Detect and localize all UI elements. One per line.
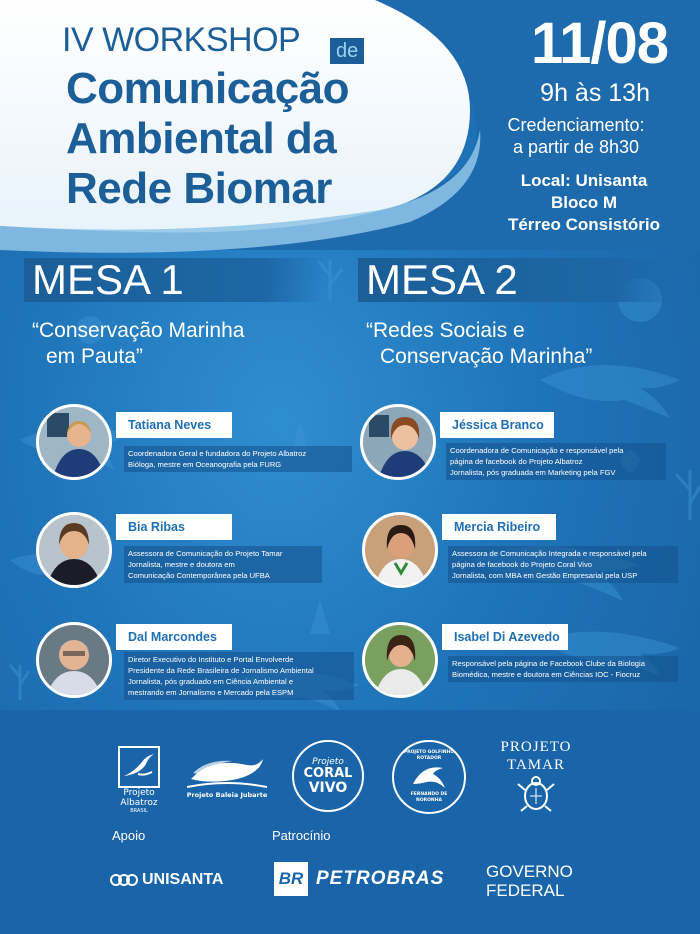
humpback-whale-icon: [187, 753, 267, 791]
mesa-1-label: MESA 1: [32, 256, 184, 303]
baleia-jubarte-logo: [184, 748, 270, 804]
location-line-2: Bloco M: [550, 193, 618, 212]
speaker-name: Bia Ribas: [116, 514, 232, 540]
credenciamento-info: [486, 114, 666, 158]
golfinho-top-text: PROJETO GOLFINHO ROTADOR: [403, 750, 455, 761]
speaker-photo: [36, 512, 112, 588]
governo-line-2: FEDERAL: [486, 881, 565, 900]
person-avatar-icon: [365, 625, 435, 695]
speaker-bio-line: Presidente da Rede Brasileira de Jornalismo Ambiental: [128, 666, 314, 675]
mesa-1-banner: [24, 258, 324, 302]
speaker-bio-line: página de facebook do Projeto Albatroz: [450, 457, 583, 466]
coral-vivo-logo: [292, 740, 364, 812]
title-line-1: IV WORKSHOP: [62, 21, 301, 59]
speaker-photo: [36, 404, 112, 480]
speaker-photo: [362, 622, 438, 698]
speaker-bio-line: Comunicação Contemporânea pela UFBA: [128, 571, 270, 580]
speaker-bio-line: Assessora de Comunicação do Projeto Tamar: [128, 549, 283, 558]
baleia-jubarte-name: Projeto Baleia Jubarte: [186, 791, 268, 799]
mesa-2-label: MESA 2: [366, 256, 518, 303]
petrobras-logo: [274, 862, 444, 896]
speaker-bio-line: Responsável pela página de Facebook Clube da Biologia: [452, 659, 645, 668]
speaker-name: Dal Marcondes: [116, 624, 232, 650]
speaker-bio-line: Coordenadora de Comunicação e responsável pela: [450, 446, 624, 455]
speaker-bio-line: Jornalista, mestre e doutora em: [128, 560, 235, 569]
title-line-3: Ambiental da: [66, 114, 337, 163]
location-info: [494, 170, 674, 236]
mesa-2-topic-line-1: “Redes Sociais e: [366, 319, 525, 342]
unisanta-emblem-icon: [110, 870, 138, 890]
mesa-1-topic-line-2: em Pauta”: [46, 345, 143, 368]
speaker-bio-line: Jornalista, pós graduada em Marketing pela FGV: [450, 468, 616, 477]
title-de: de: [330, 38, 364, 64]
mesa-2-banner: [358, 258, 678, 302]
speaker-bio: [124, 546, 322, 583]
governo-line-1: GOVERNO: [486, 862, 573, 881]
speaker-bio-line: página de facebook do Projeto Coral Vivo: [452, 560, 593, 569]
speaker-bio: [446, 443, 666, 480]
event-title: [66, 64, 349, 214]
speaker-bio: [448, 656, 678, 682]
albatroz-country: BRASIL: [130, 807, 148, 814]
mesa-2-topic-line-2: Conservação Marinha”: [380, 345, 593, 368]
location-line-3: Térreo Consistório: [507, 215, 661, 234]
apoio-label: Apoio: [112, 828, 146, 843]
patrocinio-label: Patrocínio: [272, 828, 331, 843]
unisanta-name: UNISANTA: [142, 871, 224, 888]
event-date: 11/08: [531, 11, 668, 76]
speaker-bio: [124, 652, 354, 700]
speaker-photo: [362, 512, 438, 588]
coral-vivo-line-3: VIVO: [308, 779, 348, 796]
speaker-bio: [448, 546, 678, 583]
speaker-name: Jéssica Branco: [440, 412, 554, 438]
coral-vivo-line-1: Projeto: [312, 756, 344, 767]
albatroz-line-2: Albatroz: [120, 797, 158, 808]
credenciamento-line-2: a partir de 8h30: [512, 137, 640, 157]
event-hours: 9h às 13h: [540, 79, 650, 107]
speaker-bio-line: Assessora de Comunicação Integrada e responsável pela: [452, 549, 647, 558]
sea-turtle-icon: [516, 774, 556, 814]
speaker-bio-line: mestrando em Jornalismo e Mercado pela ESPM: [128, 688, 294, 697]
unisanta-logo: [110, 870, 223, 890]
speaker-bio-line: Diretor Executivo do Instituto e Portal Envolverde: [128, 655, 294, 664]
person-avatar-icon: [39, 407, 109, 477]
title-line-2: Comunicação: [66, 64, 350, 113]
speaker-bio: [124, 446, 352, 472]
speaker-name: Tatiana Neves: [116, 412, 232, 438]
albatroz-logo: [104, 738, 174, 822]
person-avatar-icon: [39, 625, 109, 695]
mesa-1-topic: [32, 318, 244, 370]
tamar-name: PROJETO TAMAR: [500, 739, 572, 773]
location-line-1: Local: Unisanta: [520, 171, 648, 190]
title-line-4: Rede Biomar: [66, 164, 332, 213]
speaker-name: Isabel Di Azevedo: [442, 624, 568, 650]
br-emblem: BR: [274, 862, 308, 896]
petrobras-name: PETROBRAS: [316, 868, 445, 889]
person-avatar-icon: [363, 407, 433, 477]
governo-federal-logo: [486, 862, 573, 900]
person-avatar-icon: [365, 515, 435, 585]
albatross-icon: [118, 746, 160, 788]
golfinho-bottom-text: FERNANDO DE NORONHA: [410, 792, 448, 803]
speaker-bio-line: Jornalista, com MBA em Gestão Empresarial pela USP: [452, 571, 638, 580]
speaker-bio-line: Bióloga, mestre em Oceanografia pela FURG: [128, 460, 282, 469]
speaker-name: Mercia Ribeiro: [442, 514, 556, 540]
speaker-bio-line: Biomédica, mestre e doutora em Ciências IOC - Fiocruz: [452, 670, 641, 679]
speaker-photo: [360, 404, 436, 480]
person-avatar-icon: [39, 515, 109, 585]
coral-vivo-line-2: CORAL: [303, 765, 353, 781]
dolphin-icon: [409, 762, 449, 792]
speaker-bio-line: Coordenadora Geral e fundadora do Projeto Albatroz: [128, 449, 307, 458]
golfinho-rotador-logo: [392, 740, 466, 814]
speaker-bio-line: Jornalista, pós graduado em Ciência Ambiental e: [128, 677, 294, 686]
mesa-2-topic: [366, 318, 592, 370]
tamar-logo: [488, 736, 584, 816]
albatroz-line-1: Projeto: [123, 787, 155, 798]
credenciamento-line-1: Credenciamento:: [507, 115, 645, 135]
speaker-photo: [36, 622, 112, 698]
mesa-1-topic-line-1: “Conservação Marinha: [32, 319, 245, 342]
